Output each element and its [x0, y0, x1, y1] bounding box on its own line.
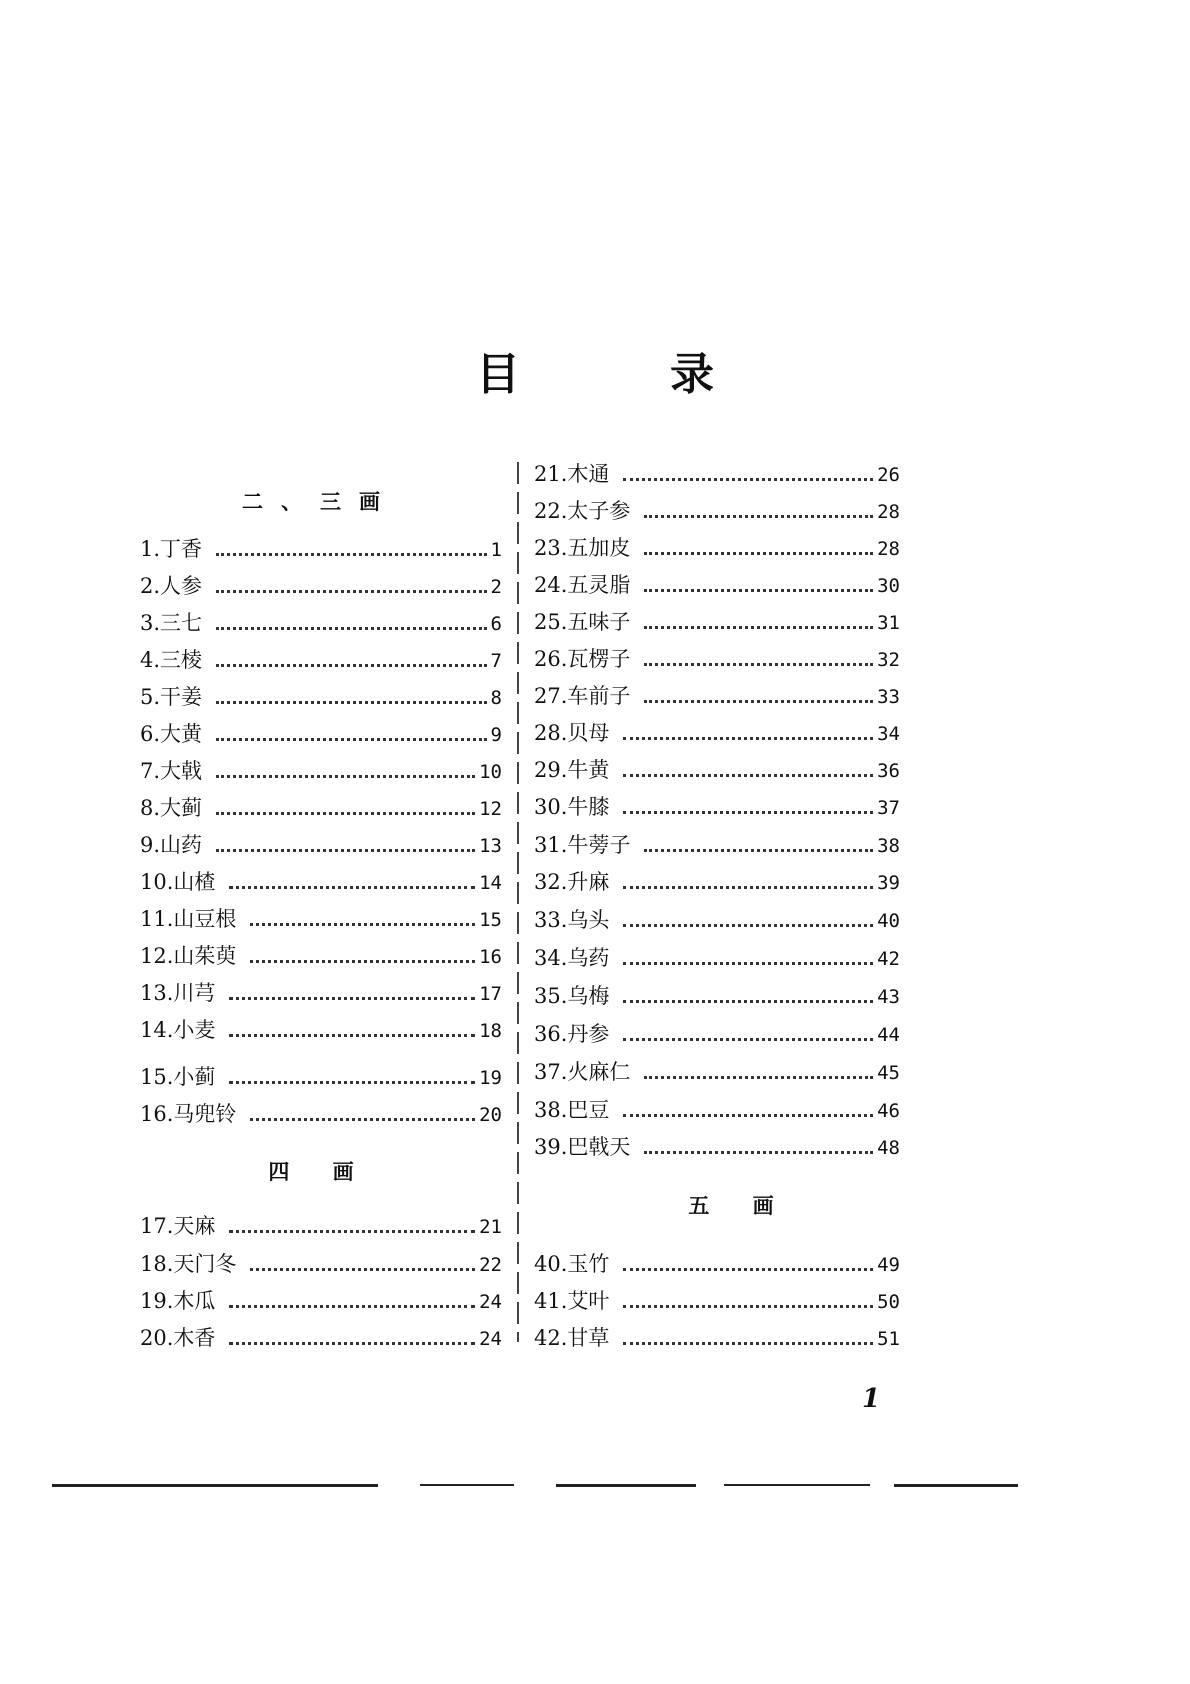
dot-leader: [216, 627, 487, 630]
entry-number: 8.: [140, 796, 161, 820]
entry-page: 32: [877, 649, 900, 671]
dot-leader: [623, 1268, 873, 1271]
entry-name: 丁香: [160, 537, 203, 561]
dot-leader: [644, 700, 873, 703]
entry-number: 24.: [534, 573, 568, 597]
entry-page: 44: [877, 1024, 900, 1046]
toc-entry[interactable]: [140, 609, 502, 637]
toc-entry[interactable]: [534, 460, 900, 488]
entry-name: 升麻: [567, 870, 610, 894]
dot-leader: [216, 664, 487, 667]
entry-name: 山茱萸: [173, 944, 237, 968]
page-number: 1: [862, 1384, 881, 1414]
entry-name: 太子参: [567, 499, 631, 523]
toc-entry[interactable]: [140, 1212, 502, 1240]
entry-number: 35.: [534, 984, 568, 1008]
entry-page: 12: [479, 798, 502, 820]
entry-name: 干姜: [160, 685, 203, 709]
dot-leader: [644, 849, 873, 852]
toc-entry[interactable]: [534, 831, 900, 859]
toc-entry[interactable]: [140, 1100, 502, 1128]
dot-leader: [229, 997, 475, 1000]
entry-number: 28.: [534, 721, 568, 745]
entry-name: 天麻: [173, 1214, 216, 1238]
entry-name: 乌头: [567, 908, 610, 932]
entry-page: 34: [877, 723, 900, 745]
entry-name: 牛蒡子: [567, 833, 631, 857]
entry-name: 木瓜: [173, 1289, 216, 1313]
toc-entry[interactable]: [140, 757, 502, 785]
toc-entry[interactable]: [534, 608, 900, 636]
entry-name: 贝母: [567, 721, 610, 745]
entry-number: 41.: [534, 1289, 568, 1313]
entry-name: 三棱: [160, 648, 203, 672]
entry-number: 37.: [534, 1060, 568, 1084]
toc-entry[interactable]: [140, 1287, 502, 1315]
entry-number: 11.: [140, 907, 174, 931]
bottom-rule: [52, 1484, 378, 1487]
dot-leader: [623, 1342, 873, 1345]
bottom-rule: [420, 1484, 514, 1486]
entry-page: 38: [877, 835, 900, 857]
entry-page: 40: [877, 910, 900, 932]
entry-page: 6: [490, 613, 502, 635]
toc-entry[interactable]: [534, 1287, 900, 1315]
dot-leader: [216, 738, 487, 741]
entry-page: 13: [479, 835, 502, 857]
dot-leader: [216, 701, 487, 704]
entry-number: 42.: [534, 1326, 568, 1350]
bottom-rule: [894, 1484, 1018, 1487]
toc-entry[interactable]: [534, 1133, 900, 1161]
entry-page: 1: [490, 539, 502, 561]
toc-entry[interactable]: [534, 868, 900, 896]
entry-number: 22.: [534, 499, 568, 523]
entry-page: 8: [490, 687, 502, 709]
entry-page: 31: [877, 612, 900, 634]
toc-entry[interactable]: [534, 1020, 900, 1048]
entry-name: 车前子: [567, 684, 631, 708]
entry-page: 16: [479, 946, 502, 968]
toc-entry[interactable]: [534, 944, 900, 972]
entry-page: 15: [479, 909, 502, 931]
entry-name: 乌药: [567, 946, 610, 970]
entry-page: 2: [490, 576, 502, 598]
dot-leader: [623, 1000, 873, 1003]
dot-leader: [229, 1034, 475, 1037]
entry-number: 4.: [140, 648, 161, 672]
entry-page: 45: [877, 1062, 900, 1084]
entry-number: 29.: [534, 758, 568, 782]
toc-entry[interactable]: [534, 571, 900, 599]
entry-name: 甘草: [567, 1326, 610, 1350]
entry-name: 三七: [160, 611, 203, 635]
bottom-rule: [556, 1484, 696, 1487]
toc-entry[interactable]: [140, 1063, 502, 1091]
dot-leader: [623, 774, 873, 777]
dot-leader: [644, 589, 873, 592]
dot-leader: [250, 923, 475, 926]
entry-number: 9.: [140, 833, 161, 857]
toc-entry[interactable]: [534, 793, 900, 821]
dot-leader: [644, 626, 873, 629]
toc-entry[interactable]: [140, 1324, 502, 1352]
entry-name: 人参: [160, 574, 203, 598]
entry-number: 12.: [140, 944, 174, 968]
entry-name: 玉竹: [567, 1252, 610, 1276]
entry-page: 30: [877, 575, 900, 597]
toc-entry[interactable]: [534, 645, 900, 673]
dot-leader: [623, 1114, 873, 1117]
dot-leader: [216, 812, 475, 815]
entry-name: 丹参: [567, 1022, 610, 1046]
toc-entry[interactable]: [534, 682, 900, 710]
section-heading: 四 画: [268, 1160, 372, 1184]
page-title-char: 目: [476, 349, 520, 400]
entry-name: 小麦: [173, 1018, 216, 1042]
entry-number: 13.: [140, 981, 174, 1005]
entry-number: 20.: [140, 1326, 174, 1350]
entry-number: 7.: [140, 759, 161, 783]
entry-name: 牛膝: [567, 795, 610, 819]
toc-entry[interactable]: [140, 1016, 502, 1044]
toc-entry[interactable]: [534, 756, 900, 784]
dot-leader: [623, 478, 873, 481]
toc-entry[interactable]: [534, 534, 900, 562]
dot-leader: [623, 811, 873, 814]
dot-leader: [250, 960, 475, 963]
entry-name: 五灵脂: [567, 573, 631, 597]
toc-entry[interactable]: [534, 906, 900, 934]
entry-number: 38.: [534, 1098, 568, 1122]
bottom-rule: [724, 1484, 870, 1486]
entry-name: 马兜铃: [173, 1102, 237, 1126]
entry-name: 川芎: [173, 981, 216, 1005]
entry-number: 34.: [534, 946, 568, 970]
toc-entry[interactable]: [140, 683, 502, 711]
entry-name: 山楂: [173, 870, 216, 894]
dot-leader: [229, 1081, 475, 1084]
entry-name: 五味子: [567, 610, 631, 634]
entry-number: 6.: [140, 722, 161, 746]
entry-page: 17: [479, 983, 502, 1005]
entry-name: 木香: [173, 1326, 216, 1350]
entry-number: 39.: [534, 1135, 568, 1159]
entry-number: 16.: [140, 1102, 174, 1126]
entry-number: 5.: [140, 685, 161, 709]
entry-page: 19: [479, 1067, 502, 1089]
dot-leader: [229, 1305, 475, 1308]
dot-leader: [216, 553, 487, 556]
toc-entry[interactable]: [140, 905, 502, 933]
section-heading: 五 画: [688, 1194, 792, 1218]
toc-entry[interactable]: [140, 720, 502, 748]
entry-page: 24: [479, 1291, 502, 1313]
entry-number: 3.: [140, 611, 161, 635]
toc-entry[interactable]: [140, 794, 502, 822]
dot-leader: [623, 1305, 873, 1308]
entry-page: 42: [877, 948, 900, 970]
entry-number: 15.: [140, 1065, 174, 1089]
dot-leader: [644, 1076, 873, 1079]
toc-entry[interactable]: [140, 572, 502, 600]
entry-name: 大蓟: [160, 796, 203, 820]
entry-page: 9: [490, 724, 502, 746]
toc-entry[interactable]: [534, 1058, 900, 1086]
entry-name: 五加皮: [567, 536, 631, 560]
entry-number: 30.: [534, 795, 568, 819]
toc-entry[interactable]: [140, 979, 502, 1007]
entry-name: 大黄: [160, 722, 203, 746]
entry-name: 天门冬: [173, 1252, 237, 1276]
entry-number: 40.: [534, 1252, 568, 1276]
entry-name: 山豆根: [173, 907, 237, 931]
entry-page: 7: [490, 650, 502, 672]
toc-entry[interactable]: [140, 831, 502, 859]
dot-leader: [623, 924, 873, 927]
entry-number: 2.: [140, 574, 161, 598]
entry-page: 18: [479, 1020, 502, 1042]
entry-page: 50: [877, 1291, 900, 1313]
dot-leader: [644, 1151, 873, 1154]
toc-entry[interactable]: [140, 646, 502, 674]
entry-page: 43: [877, 986, 900, 1008]
dot-leader: [229, 1230, 475, 1233]
entry-page: 14: [479, 872, 502, 894]
section-heading: 二、三画: [242, 490, 398, 514]
entry-page: 39: [877, 872, 900, 894]
dot-leader: [216, 775, 475, 778]
toc-entry[interactable]: [140, 868, 502, 896]
entry-number: 33.: [534, 908, 568, 932]
toc-entry[interactable]: [534, 982, 900, 1010]
entry-number: 23.: [534, 536, 568, 560]
toc-entry[interactable]: [140, 942, 502, 970]
entry-number: 26.: [534, 647, 568, 671]
entry-page: 10: [479, 761, 502, 783]
dot-leader: [623, 886, 873, 889]
dot-leader: [623, 737, 873, 740]
entry-number: 10.: [140, 870, 174, 894]
entry-page: 33: [877, 686, 900, 708]
entry-page: 20: [479, 1104, 502, 1126]
dot-leader: [623, 1038, 873, 1041]
dot-leader: [644, 515, 873, 518]
toc-entry[interactable]: [534, 1324, 900, 1352]
entry-page: 28: [877, 538, 900, 560]
entry-page: 49: [877, 1254, 900, 1276]
entry-name: 巴戟天: [567, 1135, 631, 1159]
entry-page: 51: [877, 1328, 900, 1350]
entry-number: 19.: [140, 1289, 174, 1313]
dot-leader: [644, 552, 873, 555]
dot-leader: [644, 663, 873, 666]
entry-number: 32.: [534, 870, 568, 894]
dot-leader: [250, 1268, 475, 1271]
entry-page: 46: [877, 1100, 900, 1122]
entry-page: 37: [877, 797, 900, 819]
entry-page: 48: [877, 1137, 900, 1159]
entry-number: 36.: [534, 1022, 568, 1046]
dot-leader: [229, 886, 475, 889]
entry-name: 火麻仁: [567, 1060, 631, 1084]
entry-number: 31.: [534, 833, 568, 857]
entry-number: 21.: [534, 462, 568, 486]
toc-entry[interactable]: [534, 1096, 900, 1124]
entry-number: 18.: [140, 1252, 174, 1276]
entry-name: 瓦楞子: [567, 647, 631, 671]
entry-name: 乌梅: [567, 984, 610, 1008]
entry-page: 26: [877, 464, 900, 486]
dot-leader: [216, 849, 475, 852]
entry-name: 大戟: [160, 759, 203, 783]
dot-leader: [623, 962, 873, 965]
dot-leader: [216, 590, 487, 593]
entry-page: 36: [877, 760, 900, 782]
entry-name: 小蓟: [173, 1065, 216, 1089]
entry-name: 木通: [567, 462, 610, 486]
entry-page: 22: [479, 1254, 502, 1276]
entry-name: 巴豆: [567, 1098, 610, 1122]
entry-page: 28: [877, 501, 900, 523]
entry-name: 艾叶: [567, 1289, 610, 1313]
entry-page: 24: [479, 1328, 502, 1350]
toc-entry[interactable]: [534, 719, 900, 747]
dot-leader: [250, 1118, 475, 1121]
entry-name: 山药: [160, 833, 203, 857]
toc-entry[interactable]: [140, 535, 502, 563]
entry-name: 牛黄: [567, 758, 610, 782]
page-title-char: 录: [670, 349, 714, 400]
entry-number: 1.: [140, 537, 161, 561]
toc-entry[interactable]: [534, 497, 900, 525]
entry-number: 14.: [140, 1018, 174, 1042]
toc-entry[interactable]: [534, 1250, 900, 1278]
toc-entry[interactable]: [140, 1250, 502, 1278]
entry-number: 25.: [534, 610, 568, 634]
dot-leader: [229, 1342, 475, 1345]
page-title: [0, 338, 1190, 402]
column-divider: [517, 462, 519, 1342]
entry-page: 21: [479, 1216, 502, 1238]
entry-number: 17.: [140, 1214, 174, 1238]
entry-number: 27.: [534, 684, 568, 708]
